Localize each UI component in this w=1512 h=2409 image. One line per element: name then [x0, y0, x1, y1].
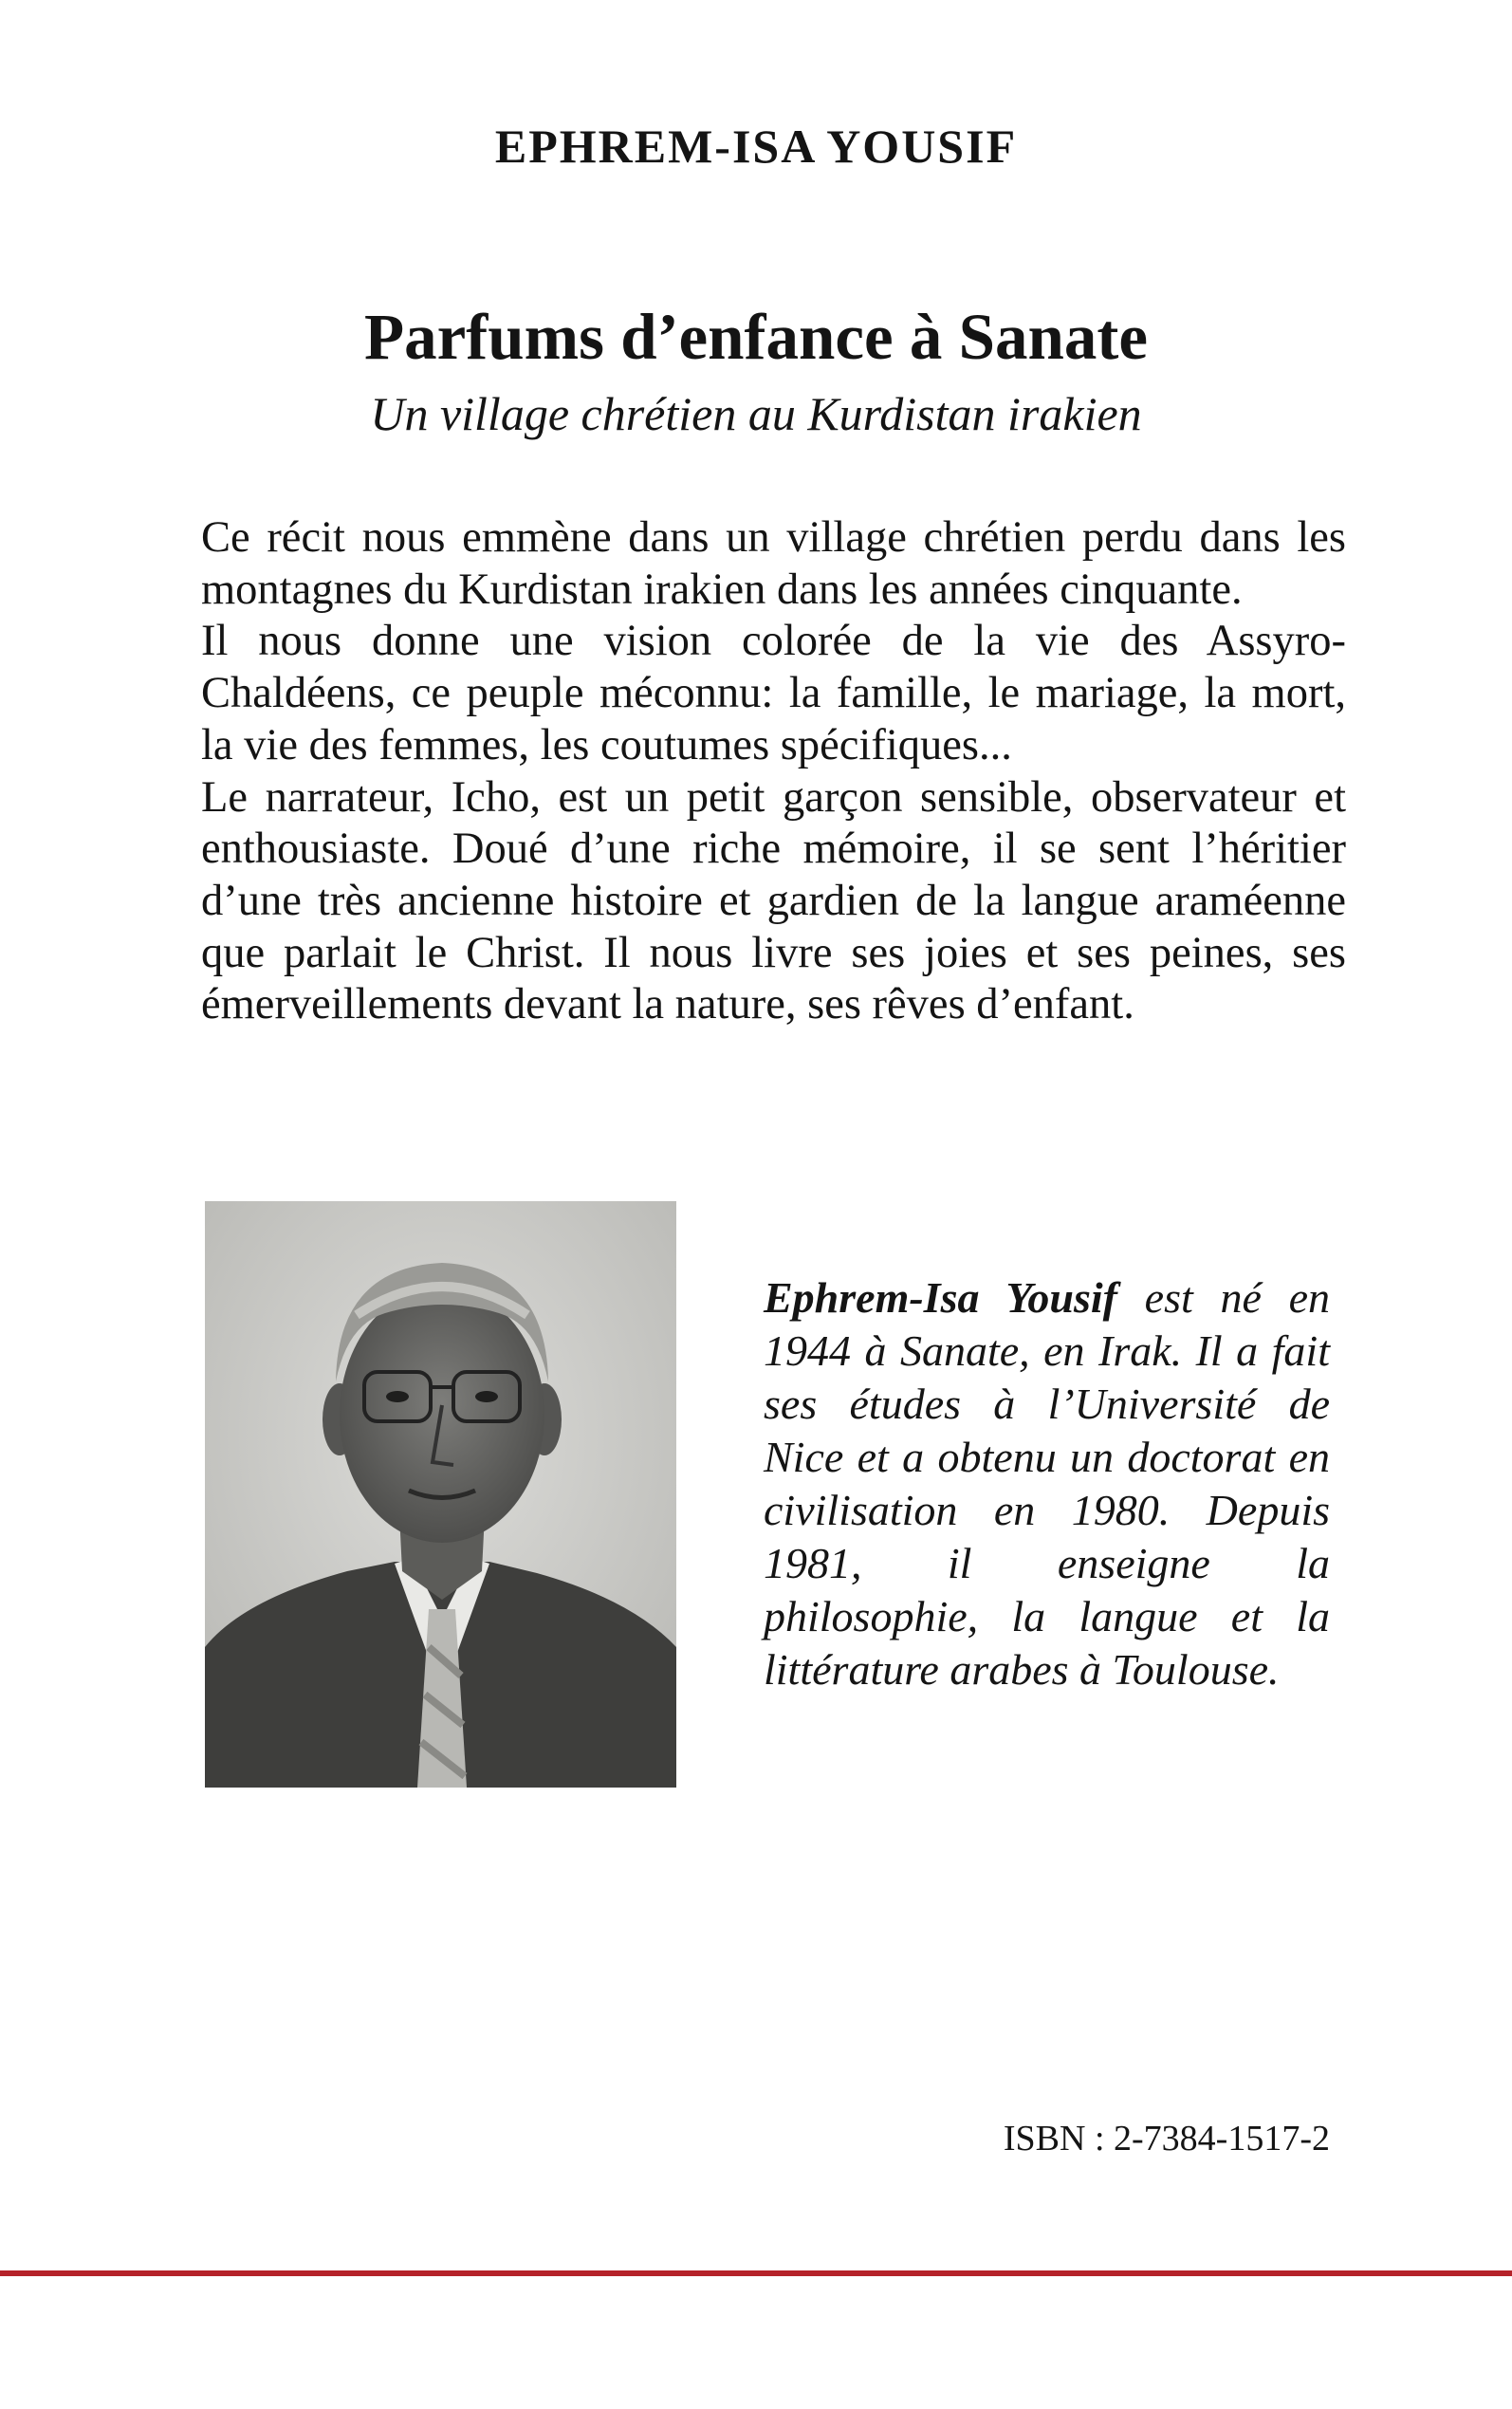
isbn-number: ISBN : 2-7384-1517-2 [1003, 2119, 1330, 2159]
bio-author-name: Ephrem-Isa Yousif [764, 1273, 1117, 1322]
bio-text: est né en 1944 à Sanate, en Irak. Il a fait ses études à l’Université de Nice et a obtenu un doctorat en civilisation en 1980. Depuis 1981, il enseigne la philosophie, la langue et la littérature arabes à Toulouse. [764, 1273, 1330, 1694]
summary-paragraph: Le narrateur, Icho, est un petit garçon sensible, observateur et enthousiaste. Doué d’une riche mémoire, il se sent l’héritier d’une très ancienne histoire et gardien de la langue araméenne que parlait le Christ. Il nous livre ses joies et ses peines, ses émerveillements devant la nature, ses rêves d’enfant. [201, 772, 1346, 1029]
author-biography [764, 1271, 1330, 1696]
book-summary [201, 512, 1346, 1031]
book-subtitle: Un village chrétien au Kurdistan irakien [370, 387, 1142, 440]
author-photo [205, 1201, 676, 1788]
summary-paragraph: Ce récit nous emmène dans un village chrétien perdu dans les montagnes du Kurdistan irakien dans les années cinquante. [201, 513, 1346, 614]
book-title: Parfums d’enfance à Sanate [363, 301, 1148, 373]
bottom-red-rule [0, 2270, 1512, 2276]
author-name: EPHREM-ISA YOUSIF [494, 120, 1018, 173]
summary-paragraph: Il nous donne une vision colorée de la vie des Assyro-Chaldéens, ce peuple méconnu: la famille, le mariage, la mort, la vie des femmes, les coutumes spécifiques... [201, 617, 1346, 769]
